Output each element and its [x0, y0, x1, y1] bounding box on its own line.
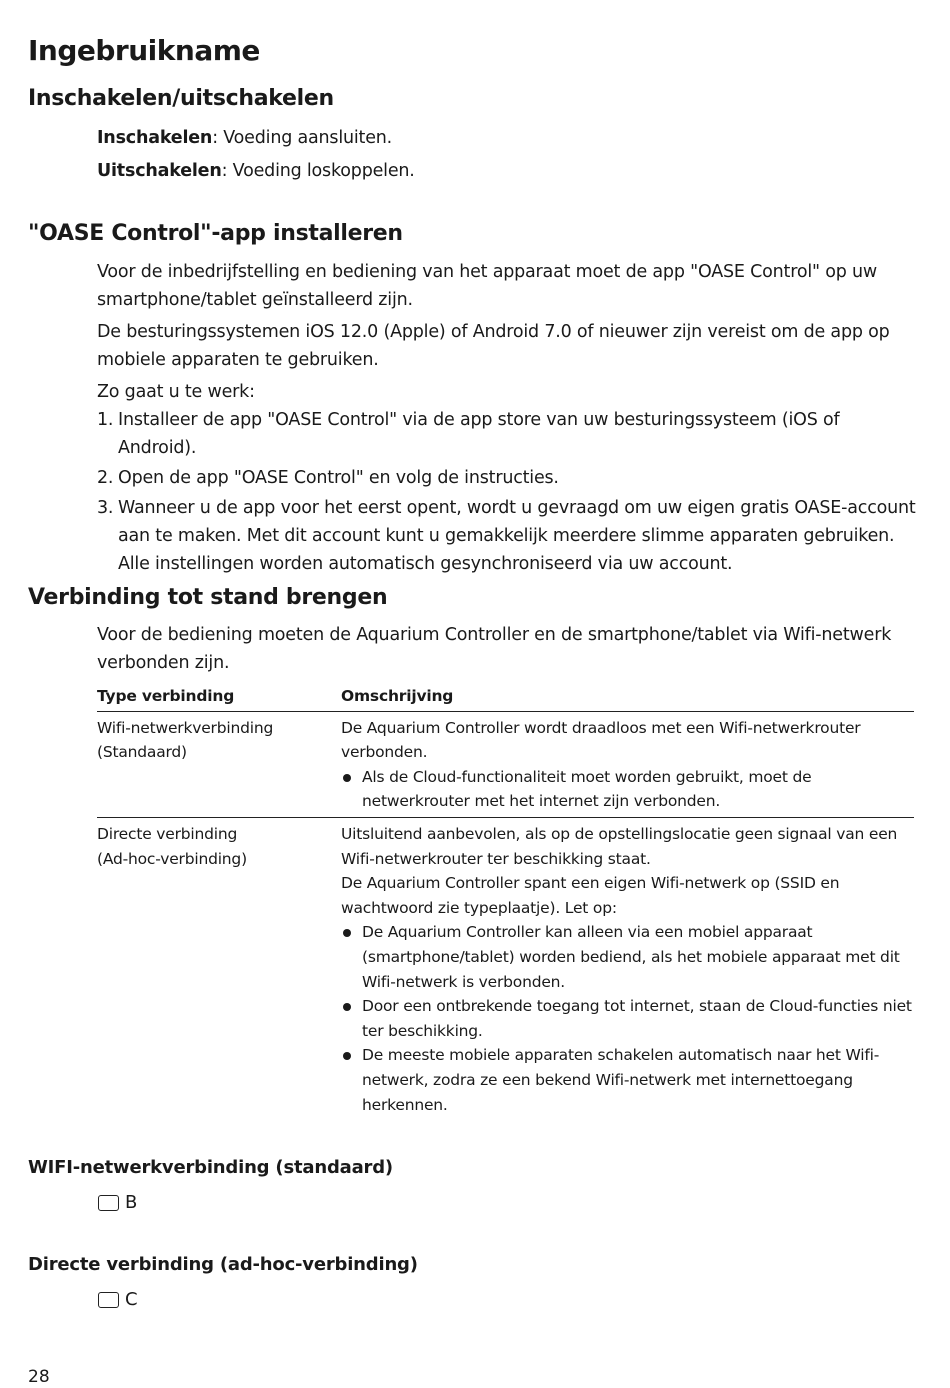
section-heading-onoff: Inschakelen/uitschakelen — [28, 86, 334, 111]
list-item — [341, 765, 914, 814]
switch-on-label: Inschakelen — [97, 128, 213, 148]
switch-off-text: : Voeding loskoppelen. — [221, 161, 415, 181]
bullet-icon — [343, 929, 351, 937]
app-paragraph-2: De besturingssystemen iOS 12.0 (Apple) of Android 7.0 of nieuwer zijn vereist om de app op mobiele apparaten te gebruiken. — [97, 322, 890, 370]
section-heading-connection: Verbinding tot stand brengen — [28, 585, 388, 610]
page-title: Ingebruikname — [28, 34, 260, 67]
app-paragraph-3: Zo gaat u te werk: — [97, 382, 255, 402]
figure-icon — [98, 1292, 119, 1308]
connection-description-cell — [341, 711, 914, 817]
figure-icon — [98, 1195, 119, 1211]
connection-description-cell — [341, 817, 914, 1119]
step-number: 1. — [97, 410, 114, 430]
bullet-text: Door een ontbrekende toegang tot internet, staan de Cloud-functies niet ter beschikking. — [362, 997, 912, 1040]
bullet-text: De Aquarium Controller kan alleen via een mobiel apparaat (smartphone/tablet) worden bediend, als het mobiele apparaat met dit Wifi-netwerk is verbonden. — [362, 923, 900, 991]
app-block — [97, 258, 917, 580]
section-heading-app: "OASE Control"-app installeren — [28, 221, 403, 246]
connection-type-cell — [97, 711, 341, 817]
section-heading-direct: Directe verbinding (ad-hoc-verbinding) — [28, 1254, 418, 1275]
switch-off-label: Uitschakelen — [97, 161, 222, 181]
list-item — [341, 920, 914, 994]
description-text: De Aquarium Controller wordt draadloos met een Wifi-netwerkrouter verbonden. — [341, 718, 861, 762]
section-heading-wifi: WIFI-netwerkverbinding (standaard) — [28, 1157, 393, 1178]
app-paragraph-1: Voor de inbedrijfstelling en bediening van het apparaat moet de app "OASE Control" op uw smartphone/tablet geïnstalleerd zijn. — [97, 262, 877, 310]
bullet-icon — [343, 1052, 351, 1060]
list-item — [341, 1043, 914, 1117]
table-row — [97, 711, 914, 817]
step-text: Open de app "OASE Control" en volg de instructies. — [118, 468, 559, 488]
table-header-row — [97, 682, 914, 711]
switch-off-line — [97, 155, 917, 188]
install-step — [97, 464, 917, 492]
bullet-icon — [343, 774, 351, 782]
connection-table — [97, 682, 914, 1119]
figure-reference-c — [98, 1289, 138, 1310]
connection-intro — [97, 621, 917, 681]
install-step — [97, 494, 917, 578]
step-text: Installeer de app "OASE Control" via de app store van uw besturingssysteem (iOS of Android). — [118, 410, 840, 458]
figure-reference-b — [98, 1192, 137, 1213]
step-number: 3. — [97, 498, 114, 518]
connection-type-note: (Standaard) — [97, 743, 187, 762]
onoff-block — [97, 122, 917, 188]
figure-letter: C — [125, 1289, 138, 1310]
bullet-list — [341, 765, 914, 814]
switch-on-text: : Voeding aansluiten. — [212, 128, 393, 148]
list-item — [341, 994, 914, 1043]
description-text: Uitsluitend aanbevolen, als op de opstellingslocatie geen signaal van een Wifi-netwerkrouter ter beschikking staat. — [341, 824, 898, 868]
column-header-type: Type verbinding — [97, 682, 341, 711]
install-step — [97, 406, 917, 462]
step-number: 2. — [97, 468, 114, 488]
column-header-description: Omschrijving — [341, 682, 914, 711]
connection-type-note: (Ad-hoc-verbinding) — [97, 849, 247, 868]
install-steps-list — [97, 406, 917, 578]
page-number: 28 — [28, 1367, 50, 1387]
bullet-text: De meeste mobiele apparaten schakelen automatisch naar het Wifi-netwerk, zodra ze een bekend Wifi-netwerk met internettoegang herkennen. — [362, 1046, 880, 1114]
connection-type-name: Directe verbinding — [97, 824, 238, 843]
connection-type-name: Wifi-netwerkverbinding — [97, 718, 274, 737]
switch-on-line — [97, 122, 917, 155]
step-text: Wanneer u de app voor het eerst opent, wordt u gevraagd om uw eigen gratis OASE-account aan te maken. Met dit account kunt u gemakkelijk meerdere slimme apparaten gebruiken. Alle instellingen worden automatisch gesynchroniseerd via uw account. — [118, 498, 916, 574]
figure-letter: B — [125, 1192, 138, 1213]
table-row — [97, 817, 914, 1119]
bullet-text: Als de Cloud-functionaliteit moet worden gebruikt, moet de netwerkrouter met het internet zijn verbonden. — [362, 767, 812, 811]
connection-paragraph: Voor de bediening moeten de Aquarium Controller en de smartphone/tablet via Wifi-netwerk verbonden zijn. — [97, 625, 892, 673]
connection-type-cell — [97, 817, 341, 1119]
description-text: De Aquarium Controller spant een eigen Wifi-netwerk op (SSID en wachtwoord zie typeplaatje). Let op: — [341, 874, 840, 917]
bullet-list — [341, 920, 914, 1117]
bullet-icon — [343, 1003, 351, 1011]
